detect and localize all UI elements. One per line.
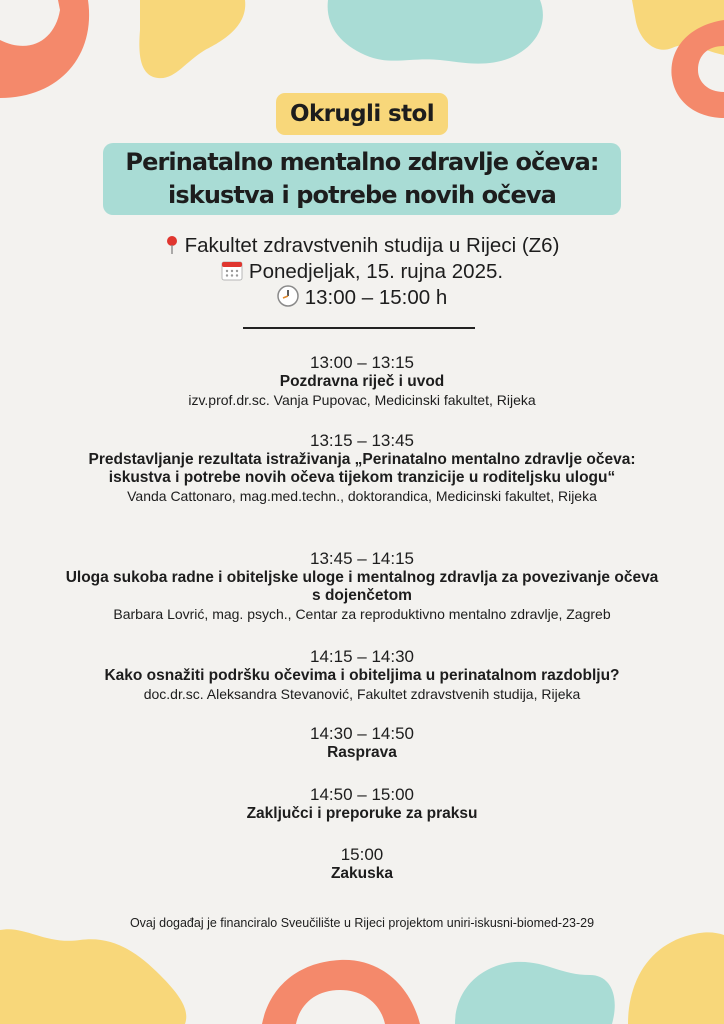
agenda-time: 13:00 – 13:15 [310, 353, 414, 372]
agenda-title: Kako osnažiti podršku očevima i obiteljima u perinatalnom razdoblju? [104, 667, 620, 684]
time-row [0, 285, 724, 314]
agenda-item [0, 430, 724, 505]
clock-icon [277, 285, 299, 314]
agenda-speaker: Barbara Lovrić, mag. psych., Centar za reproduktivno mentalno zdravlje, Zagreb [113, 606, 611, 622]
agenda-time: 13:15 – 13:45 [310, 431, 414, 450]
divider-line [243, 327, 475, 329]
agenda-title: Predstavljanje rezultata istraživanja „Perinatalno mentalno zdravlje očeva: iskustva i potrebe novih očeva tijekom tranzicije u roditeljsku ulogu“ [88, 451, 636, 486]
agenda-item [0, 352, 724, 409]
date-text: Ponedjeljak, 15. rujna 2025. [248, 260, 504, 283]
event-type-label: Okrugli stol [276, 93, 448, 135]
agenda-speaker: izv.prof.dr.sc. Vanja Pupovac, Medicinski fakultet, Rijeka [188, 392, 536, 408]
agenda-speaker: Vanda Cattonaro, mag.med.techn., doktorandica, Medicinski fakultet, Rijeka [127, 488, 597, 504]
agenda-time: 14:30 – 14:50 [310, 724, 414, 743]
time-text: 13:00 – 15:00 h [304, 286, 448, 309]
agenda-item [0, 723, 724, 762]
agenda-time: 14:50 – 15:00 [310, 785, 414, 804]
agenda-item [0, 548, 724, 623]
agenda-title: Rasprava [327, 744, 397, 761]
event-title-box [103, 143, 621, 215]
calendar-icon [221, 259, 243, 288]
agenda-item [0, 784, 724, 823]
date-row [0, 259, 724, 288]
event-title-line-1: Perinatalno mentalno zdravlje očeva: [125, 148, 599, 176]
agenda-item [0, 646, 724, 703]
funding-note: Ovaj događaj je financiralo Sveučilište u Rijeci projektom uniri-iskusni-biomed-23-29 [129, 916, 595, 930]
agenda-time: 13:45 – 14:15 [310, 549, 414, 568]
agenda-item [0, 844, 724, 883]
event-title-line-2: iskustva i potrebe novih očeva [168, 181, 556, 209]
pin-icon [165, 235, 179, 262]
agenda-title: Pozdravna riječ i uvod [279, 373, 445, 390]
agenda-speaker: doc.dr.sc. Aleksandra Stevanović, Fakultet zdravstvenih studija, Rijeka [143, 686, 581, 702]
agenda-title: Zaključci i preporuke za praksu [246, 805, 478, 822]
agenda-title: Uloga sukoba radne i obiteljske uloge i mentalnog zdravlja za povezivanje očeva s dojenčetom [65, 569, 659, 604]
agenda-title: Zakuska [330, 865, 394, 882]
venue-text: Fakultet zdravstvenih studija u Rijeci (Z6) [184, 234, 560, 257]
agenda-time: 14:15 – 14:30 [310, 647, 414, 666]
venue-row [0, 233, 724, 262]
agenda-time: 15:00 [340, 845, 384, 864]
